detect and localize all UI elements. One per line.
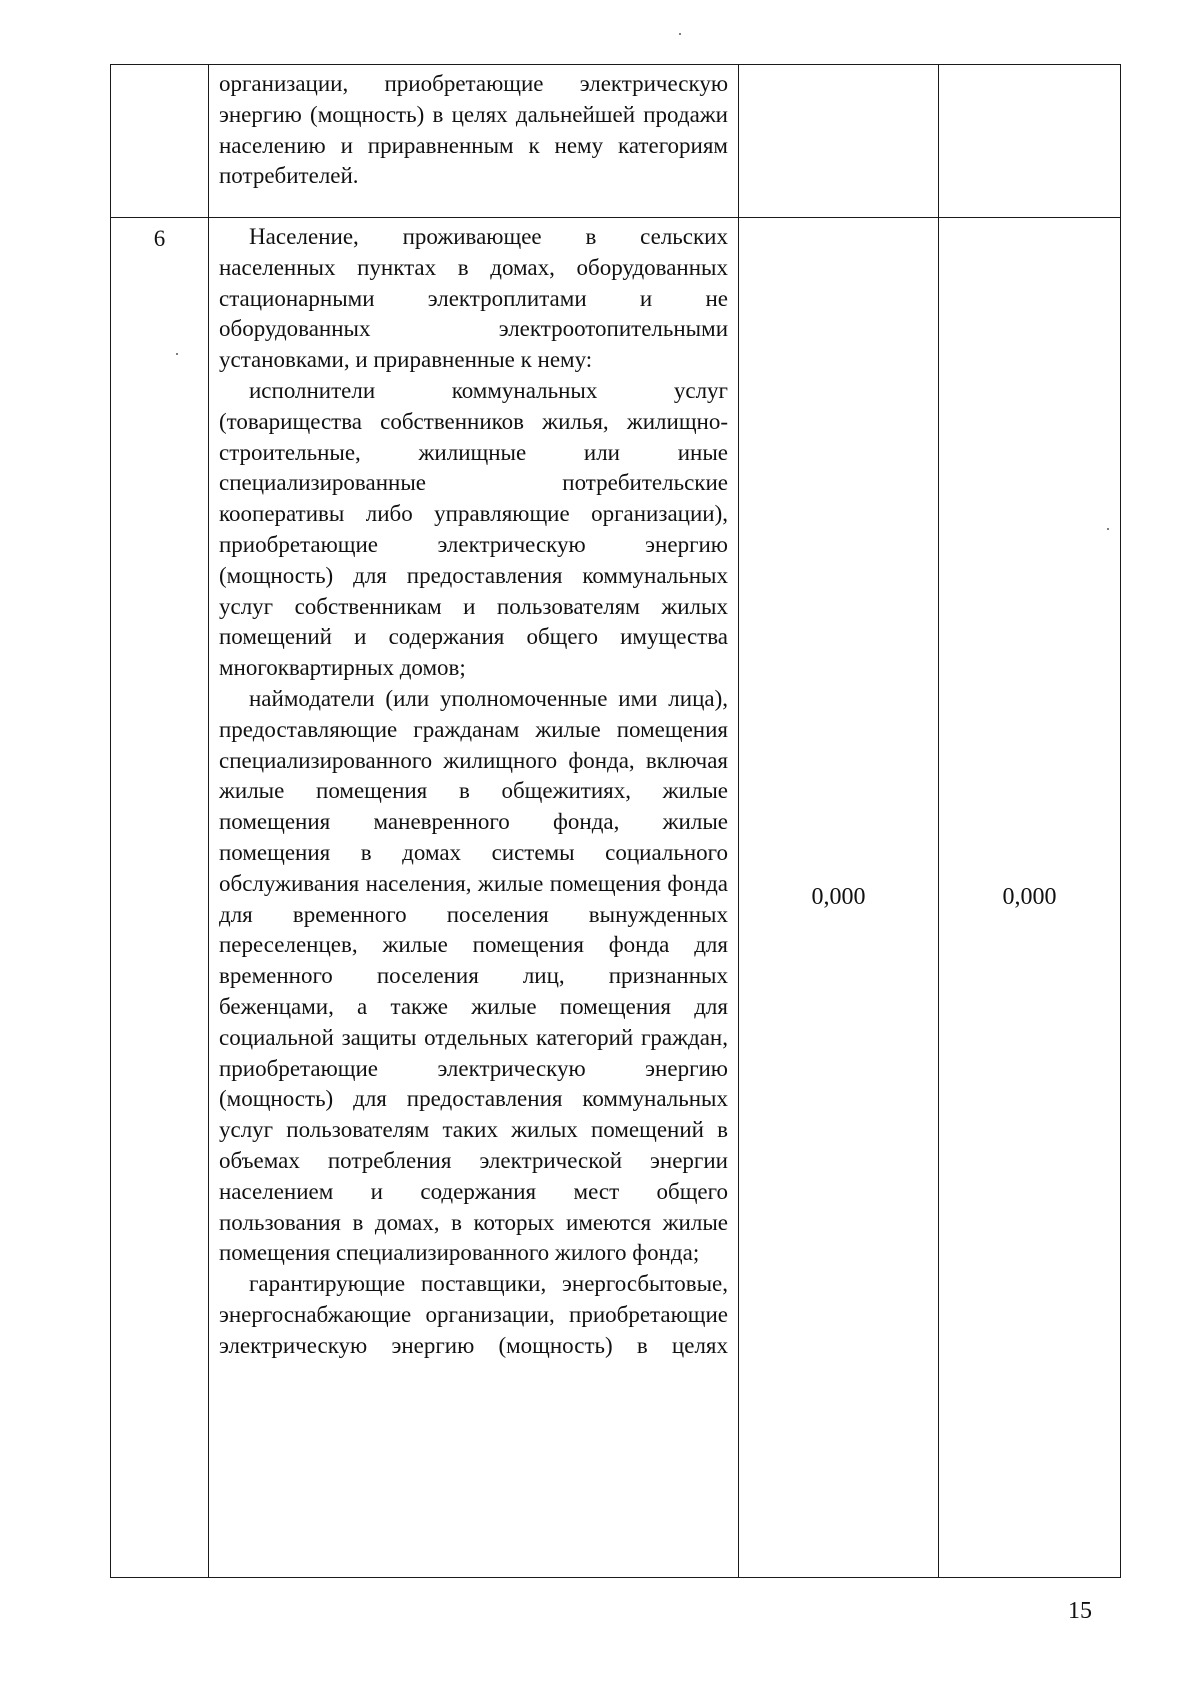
description-paragraph: организации, приобретающие электрическую энергию (мощность) в целях дальнейшей продажи населению и приравненным к нему категориям потребителей. bbox=[219, 71, 728, 189]
description-cell bbox=[209, 65, 739, 218]
value-1: 0,000 bbox=[811, 884, 866, 910]
value-cell-1 bbox=[739, 218, 939, 1578]
row-number-cell bbox=[111, 65, 209, 218]
description-cell bbox=[209, 218, 739, 1578]
value-cell-1 bbox=[739, 65, 939, 218]
description-paragraph: наймодатели (или уполномоченные ими лица), предоставляющие гражданам жилые помещения специализированного жилищного фонда, включая жилые помещения в общежитиях, жилые помещения маневренного фонда, жилые помещения в домах системы социального обслуживания населения, жилые помещения фонда для временного поселения вынужденных переселенцев, жилые помещения фонда для временного поселения лиц, признанных беженцами, а также жилые помещения для социальной защиты отдельных категорий граждан, приобретающие электрическую энергию (мощность) для предоставления коммунальных услуг пользователям таких жилых помещений в объемах потребления электрической энергии населением и содержания мест общего пользования в домах, в которых имеются жилые помещения специализированного жилого фонда; bbox=[219, 685, 728, 1266]
page-number: 15 bbox=[1068, 1598, 1092, 1624]
row-number bbox=[111, 65, 208, 71]
value-cell-2 bbox=[939, 218, 1121, 1578]
table-row bbox=[111, 218, 1121, 1578]
scan-speck bbox=[679, 33, 681, 35]
row-number-cell bbox=[111, 218, 209, 1578]
description-paragraph: Население, проживающее в сельских населенных пунктах в домах, оборудованных стационарными электроплитами и не оборудованных электроотопительными установками, и приравненные к нему: bbox=[219, 224, 728, 373]
value-cell-2 bbox=[939, 65, 1121, 218]
row-number: 6 bbox=[153, 226, 166, 251]
description-paragraph: исполнители коммунальных услуг (товарищества собственников жилья, жилищно-строительные, жилищные или иные специализированные потребительские кооперативы либо управляющие организации), приобретающие электрическую энергию (мощность) для предоставления коммунальных услуг собственникам и пользователям жилых помещений и содержания общего имущества многоквартирных домов; bbox=[219, 377, 728, 681]
table-row bbox=[111, 65, 1121, 218]
description-paragraph: гарантирующие поставщики, энергосбытовые, энергоснабжающие организации, приобретающие электрическую энергию (мощность) в целях bbox=[219, 1271, 728, 1358]
tariff-table bbox=[110, 64, 1121, 1578]
value-2: 0,000 bbox=[1002, 884, 1057, 910]
